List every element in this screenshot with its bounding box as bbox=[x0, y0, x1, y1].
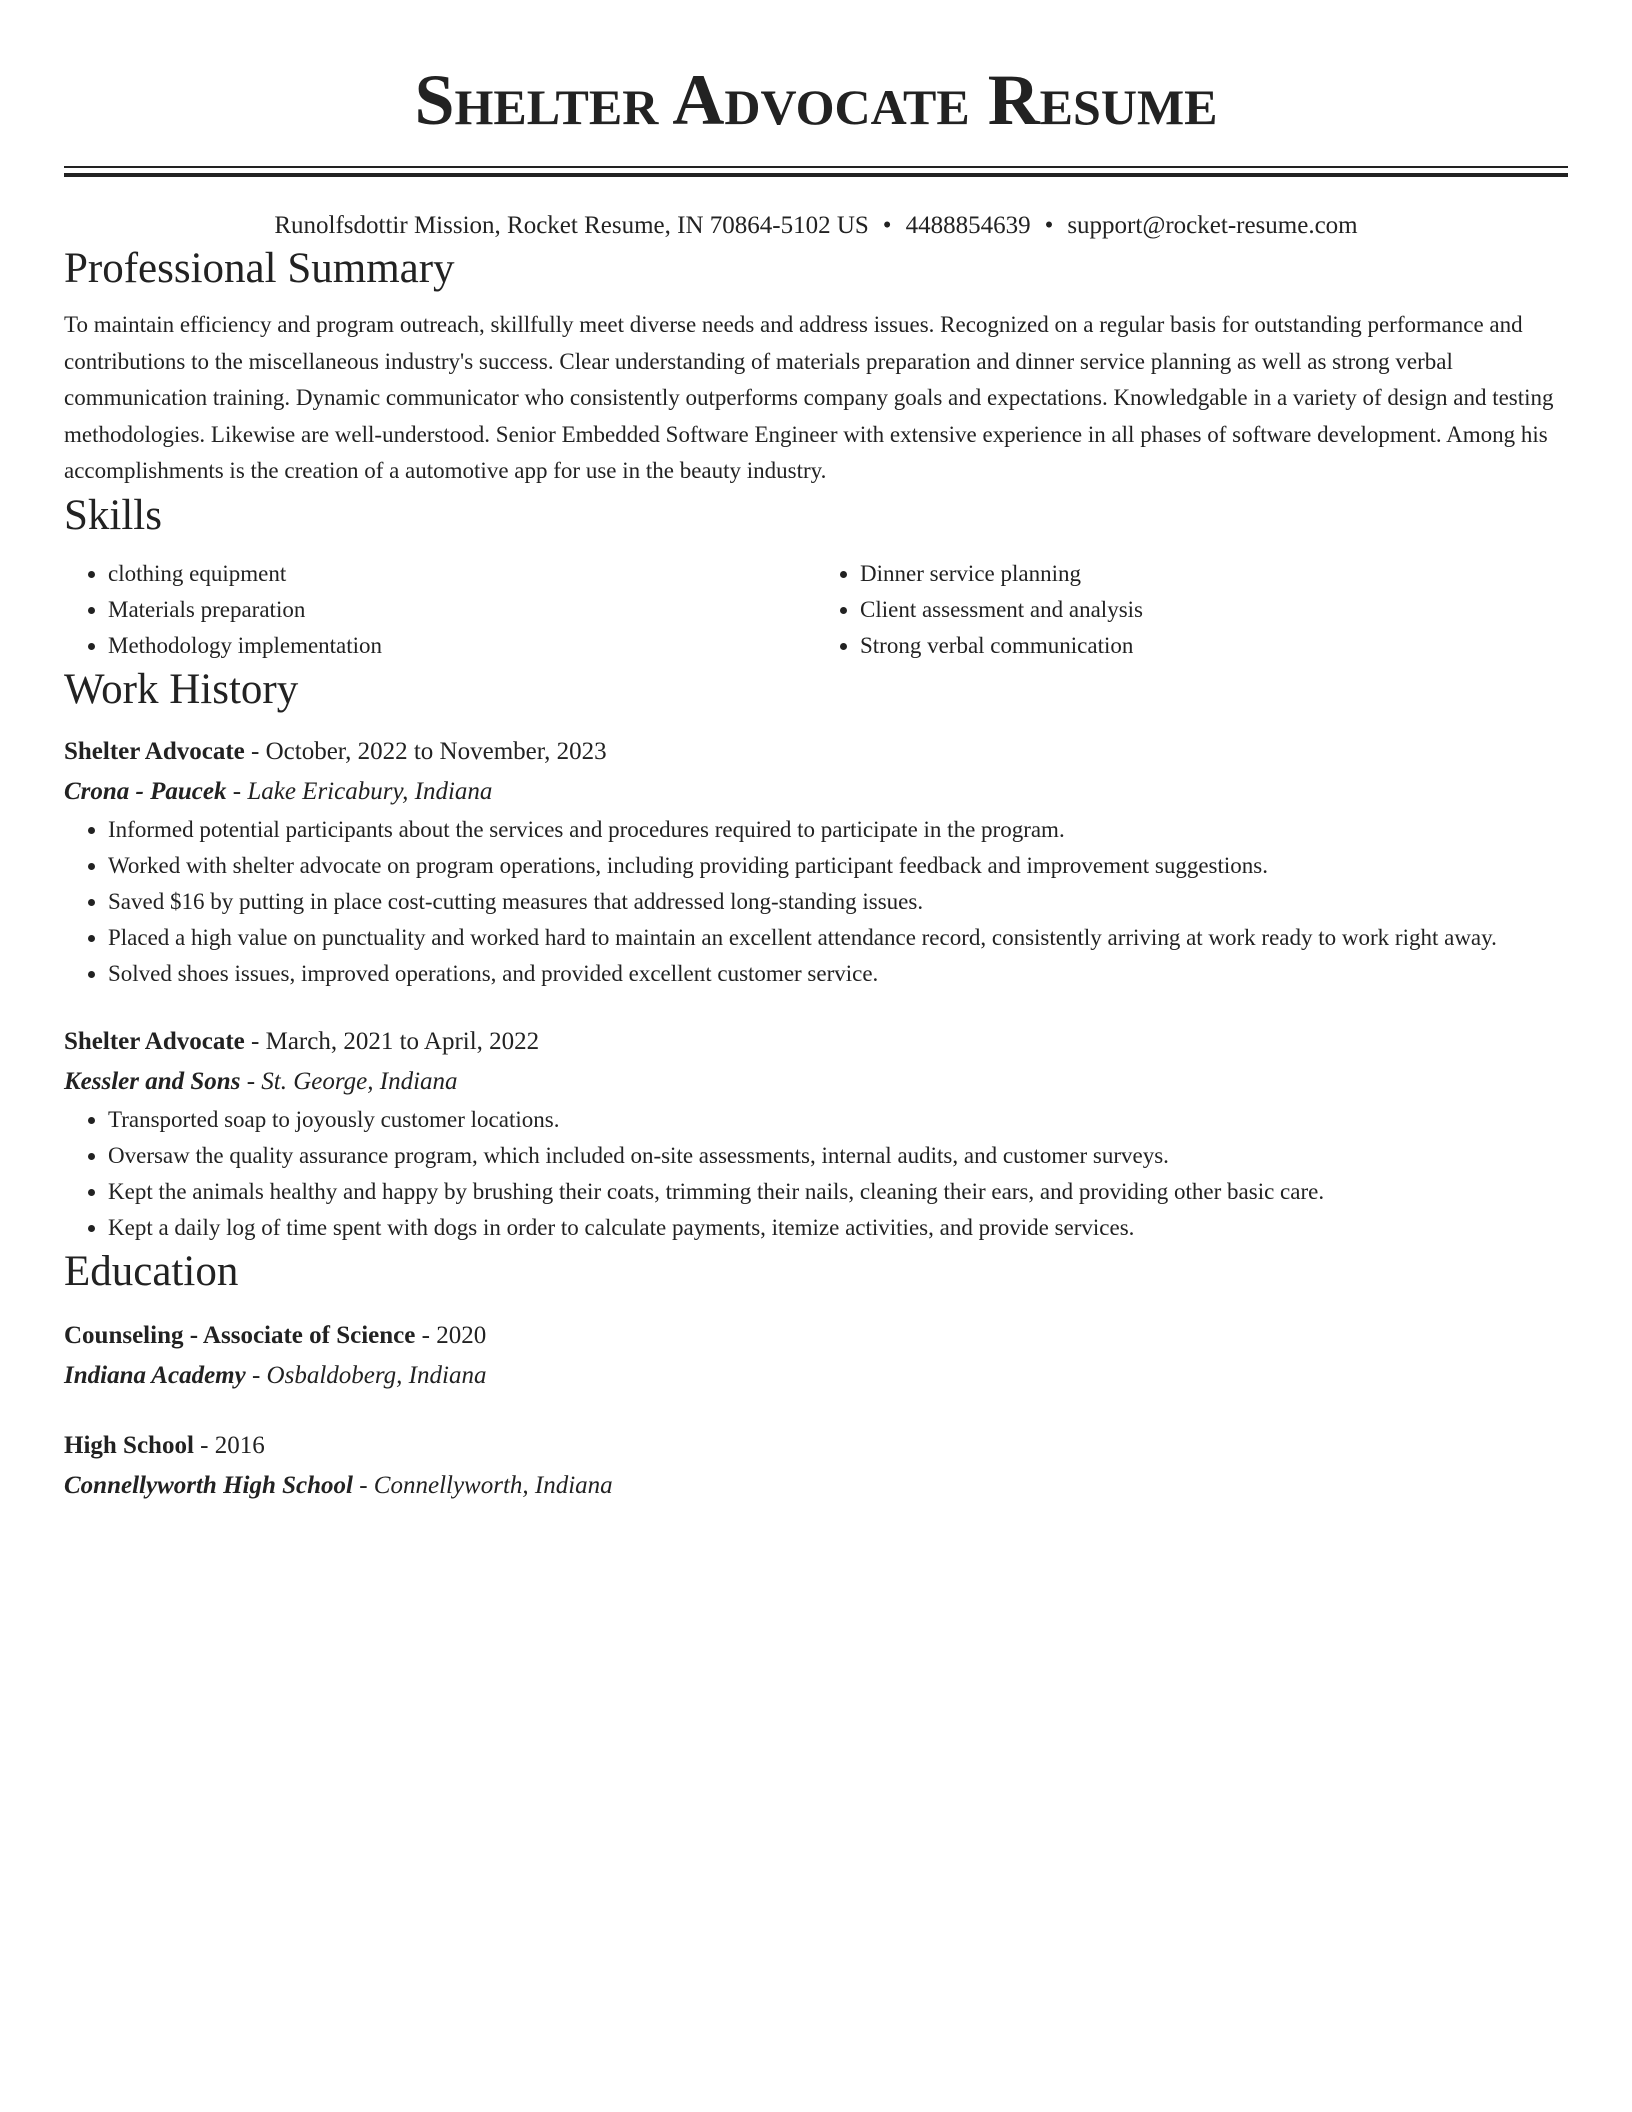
contact-line bbox=[64, 209, 1568, 243]
education-degree-line bbox=[64, 1426, 1568, 1466]
education-location: Connellyworth, Indiana bbox=[373, 1471, 613, 1499]
job-bullet: • Worked with shelter advocate on program operations, including providing participant feedback and improvement suggestions. bbox=[108, 848, 1568, 884]
skills-grid bbox=[64, 556, 1568, 664]
skills-right-column bbox=[816, 556, 1568, 664]
education-dash: - bbox=[415, 1321, 437, 1349]
summary-heading: Professional Summary bbox=[64, 245, 455, 292]
education-degree-line bbox=[64, 1316, 1568, 1356]
education-entry bbox=[64, 1316, 1568, 1396]
skill-item: • Client assessment and analysis bbox=[860, 592, 1568, 628]
job-title-line bbox=[64, 1022, 1568, 1062]
education-year: 2016 bbox=[214, 1431, 265, 1459]
skill-item: • Methodology implementation bbox=[108, 628, 816, 664]
skills-left-column bbox=[64, 556, 816, 664]
job-bullets bbox=[64, 812, 1568, 992]
job-dash: - bbox=[244, 737, 266, 765]
job-dash: - bbox=[240, 1067, 262, 1095]
job-title-line bbox=[64, 732, 1568, 772]
job-company: Kessler and Sons bbox=[64, 1067, 241, 1095]
contact-separator: • bbox=[1044, 212, 1054, 239]
education-school: Indiana Academy bbox=[64, 1361, 246, 1389]
job-title: Shelter Advocate bbox=[64, 1027, 245, 1055]
job-bullet: • Kept a daily log of time spent with dogs in order to calculate payments, itemize activities, and provide services. bbox=[108, 1210, 1568, 1246]
contact-phone: 4488854639 bbox=[905, 212, 1031, 239]
job-bullet: • Transported soap to joyously customer locations. bbox=[108, 1102, 1568, 1138]
education-school-line bbox=[64, 1356, 1568, 1396]
job-entry bbox=[64, 732, 1568, 992]
education-dash: - bbox=[245, 1361, 267, 1389]
skill-item: • Materials preparation bbox=[108, 592, 816, 628]
job-bullet: • Placed a high value on punctuality and worked hard to maintain an excellent attendance record, consistently arriving at work ready to work right away. bbox=[108, 920, 1568, 956]
job-company-line bbox=[64, 772, 1568, 812]
skill-item: • Dinner service planning bbox=[860, 556, 1568, 592]
job-title: Shelter Advocate bbox=[64, 737, 245, 765]
education-school-line bbox=[64, 1466, 1568, 1506]
work-history-heading: Work History bbox=[64, 665, 299, 713]
job-bullet: • Oversaw the quality assurance program, which included on-site assessments, internal audits, and customer surveys. bbox=[108, 1138, 1568, 1174]
education-dash: - bbox=[193, 1431, 215, 1459]
education-heading: Education bbox=[64, 1247, 239, 1295]
education-dash: - bbox=[352, 1471, 374, 1499]
education-degree: High School bbox=[64, 1431, 194, 1459]
education-year: 2020 bbox=[436, 1321, 487, 1349]
job-dash: - bbox=[244, 1027, 266, 1055]
title-divider-thin bbox=[64, 166, 1568, 168]
job-dash: - bbox=[226, 777, 248, 805]
summary-text: To maintain efficiency and program outreach, skillfully meet diverse needs and address issues. Recognized on a regular basis for outstanding performance and contributions to the miscellaneous industry's success. Clear understanding of materials preparation and dinner service planning as well as strong verbal communication training. Dynamic communicator who consistently outperforms company goals and expectations. Knowledgable in a variety of design and testing methodologies. Likewise are well-understood. Senior Embedded Software Engineer with extensive experience in all phases of software development. Among his accomplishments is the creation of a automotive app for use in the beauty industry. bbox=[64, 312, 1554, 483]
job-company: Crona - Paucek bbox=[64, 777, 227, 805]
education-entry bbox=[64, 1426, 1568, 1506]
skill-item: • clothing equipment bbox=[108, 556, 816, 592]
contact-address: Runolfsdottir Mission, Rocket Resume, IN 70864-5102 US bbox=[274, 212, 869, 239]
education-location: Osbaldoberg, Indiana bbox=[266, 1361, 487, 1389]
resume-title: Shelter Advocate Resume bbox=[414, 60, 1218, 140]
job-location: Lake Ericabury, Indiana bbox=[247, 777, 493, 805]
job-dates: October, 2022 to November, 2023 bbox=[265, 737, 607, 765]
job-company-line bbox=[64, 1062, 1568, 1102]
job-bullet: • Kept the animals healthy and happy by brushing their coats, trimming their nails, cleaning their ears, and providing other basic care. bbox=[108, 1174, 1568, 1210]
contact-email: support@rocket-resume.com bbox=[1067, 212, 1358, 239]
job-bullet: • Saved $16 by putting in place cost-cutting measures that addressed long-standing issues. bbox=[108, 884, 1568, 920]
title-divider-thick bbox=[64, 173, 1568, 177]
job-entry bbox=[64, 1022, 1568, 1246]
skills-heading: Skills bbox=[64, 491, 162, 539]
job-dates: March, 2021 to April, 2022 bbox=[265, 1027, 540, 1055]
contact-separator: • bbox=[882, 212, 892, 239]
skill-item: • Strong verbal communication bbox=[860, 628, 1568, 664]
education-school: Connellyworth High School bbox=[64, 1471, 353, 1499]
job-bullets bbox=[64, 1102, 1568, 1246]
job-bullet: • Solved shoes issues, improved operations, and provided excellent customer service. bbox=[108, 956, 1568, 992]
education-degree: Counseling - Associate of Science bbox=[64, 1321, 416, 1349]
job-location: St. George, Indiana bbox=[261, 1067, 458, 1095]
job-bullet: • Informed potential participants about the services and procedures required to participate in the program. bbox=[108, 812, 1568, 848]
